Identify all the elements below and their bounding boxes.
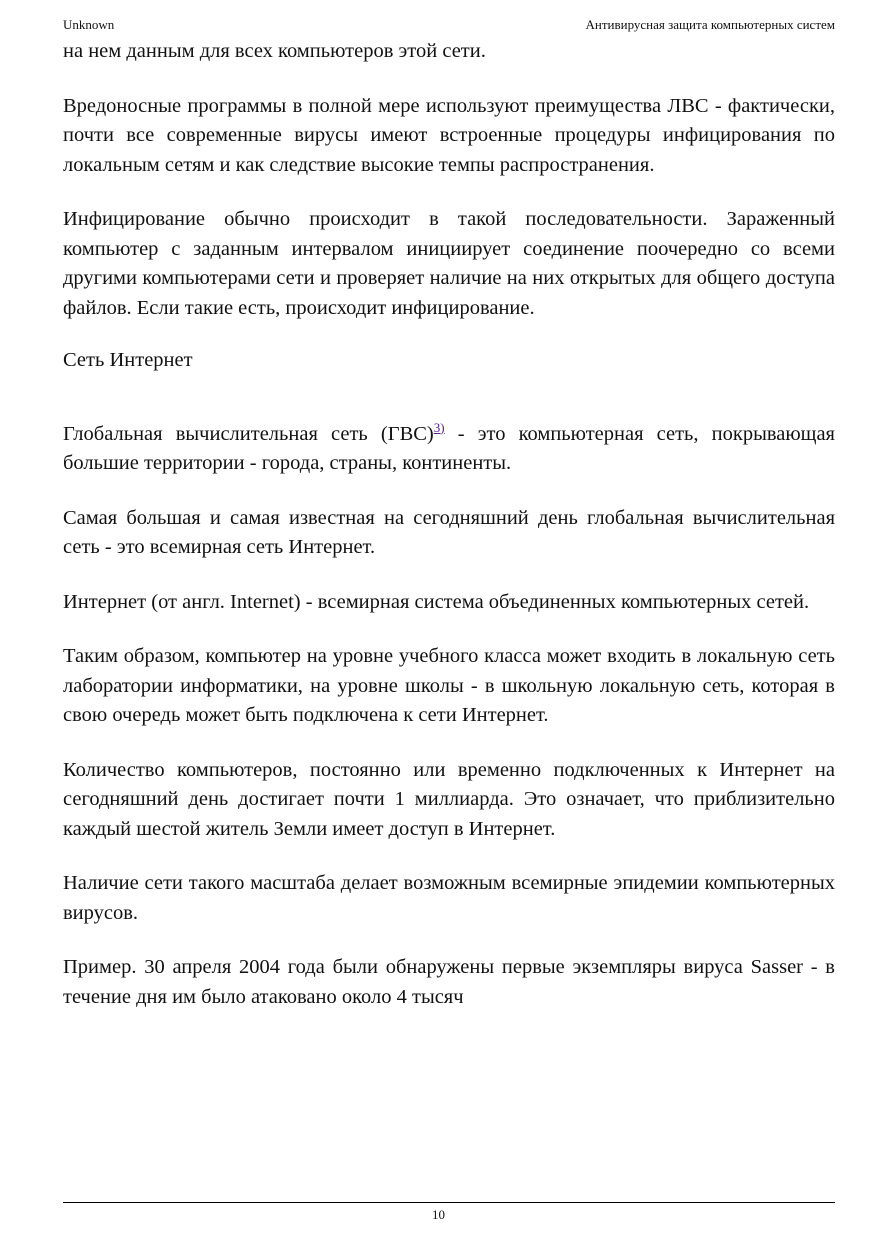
wan-definition-start: Глобальная вычислительная сеть (ГВС) <box>63 422 434 445</box>
paragraph-sasser-example: Пример. 30 апреля 2004 года были обнаружены первые экземпляры вируса Sasser - в течение дня им было атаковано около 4 тысяч <box>63 956 835 1008</box>
paragraph-infection-sequence: Инфицирование обычно происходит в такой последовательности. Зараженный компьютер с заданным интервалом инициирует соединение поочередно со всеми другими компьютерами сети и проверяет наличие на них открытых для общего доступа файлов. Если такие есть, происходит инфицирование. <box>63 208 835 319</box>
paragraph-epidemics: Наличие сети такого масштаба делает возможным всемирные эпидемии компьютерных вирусов. <box>63 872 835 924</box>
paragraph-wan-definition <box>63 420 835 479</box>
footer-divider <box>63 1202 835 1203</box>
footnote-marker <box>434 420 445 435</box>
page-content <box>63 37 835 1037</box>
paragraph-internet-definition: Интернет (от англ. Internet) - всемирная система объединенных компьютерных сетей. <box>63 590 810 613</box>
paragraph-computer-count: Количество компьютеров, постоянно или временно подключенных к Интернет на сегодняшний день достигает почти 1 миллиарда. Это означает, что приблизительно каждый шестой житель Земли имеет доступ в Интернет. <box>63 758 835 840</box>
section-heading-internet: Сеть Интернет <box>63 349 193 371</box>
wan-definition-end: - это компьютерная сеть, покрывающая большие территории - города, страны, континенты. <box>63 422 835 474</box>
paragraph-largest-wan: Самая большая и самая известная на сегодняшний день глобальная вычислительная сеть - это всемирная сеть Интернет. <box>63 506 835 558</box>
header-document-title: Антивирусная защита компьютерных систем <box>585 17 835 32</box>
paragraph-malware-lan: Вредоносные программы в полной мере используют преимущества ЛВС - фактически, почти все современные вирусы имеют встроенные процедуры инфицирования по локальным сетям и как следствие высокие темпы распространения. <box>63 94 835 176</box>
header-author: Unknown <box>63 17 115 32</box>
footnote-link[interactable]: 3) <box>433 419 445 435</box>
paragraph-network-levels: Таким образом, компьютер на уровне учебного класса может входить в локальную сеть лаборатории информатики, на уровне школы - в школьную локальную сеть, которая в свою очередь может быть подключена к сети Интернет. <box>63 645 835 726</box>
page-number: 10 <box>432 1207 445 1222</box>
paragraph-continuation: на нем данным для всех компьютеров этой сети. <box>63 40 486 62</box>
